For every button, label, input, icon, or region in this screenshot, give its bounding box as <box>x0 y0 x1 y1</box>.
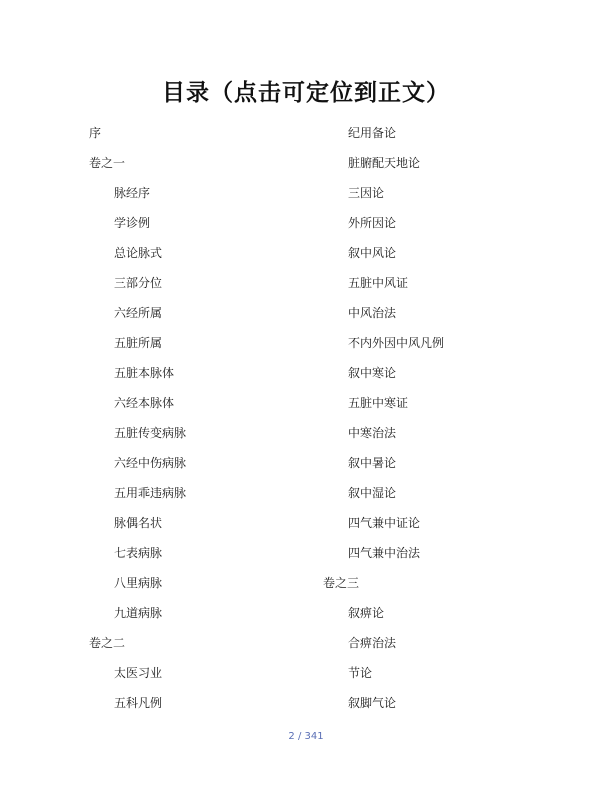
toc-chapter-link[interactable]: 五科凡例 <box>114 696 163 710</box>
toc-section-link[interactable]: 卷之三 <box>323 576 360 590</box>
toc-left-column <box>88 118 328 718</box>
toc-chapter-link[interactable]: 六经所属 <box>114 306 163 320</box>
toc-chapter-link[interactable]: 总论脉式 <box>114 246 163 260</box>
toc-chapter-link[interactable]: 六经中伤病脉 <box>114 456 187 470</box>
toc-chapter-link[interactable]: 脉经序 <box>114 186 151 200</box>
toc-chapter-link[interactable]: 八里病脉 <box>114 576 163 590</box>
toc-chapter-link[interactable]: 叙中寒论 <box>348 366 397 380</box>
toc-chapter-link[interactable]: 五用乖违病脉 <box>114 486 187 500</box>
toc-chapter-link[interactable]: 叙脚气论 <box>348 696 397 710</box>
toc-chapter-link[interactable]: 外所因论 <box>348 216 397 230</box>
page-number: 2 / 341 <box>288 731 324 742</box>
toc-chapter-link[interactable]: 中风治法 <box>348 306 397 320</box>
toc-chapter-link[interactable]: 四气兼中治法 <box>348 546 421 560</box>
toc-chapter-link[interactable]: 五脏本脉体 <box>114 366 175 380</box>
toc-chapter-link[interactable]: 三部分位 <box>114 276 163 290</box>
toc-chapter-link[interactable]: 七表病脉 <box>114 546 163 560</box>
toc-chapter-link[interactable]: 叙痹论 <box>348 606 385 620</box>
toc-chapter-link[interactable]: 四气兼中证论 <box>348 516 421 530</box>
toc-chapter-link[interactable]: 五脏传变病脉 <box>114 426 187 440</box>
toc-chapter-link[interactable]: 五脏所属 <box>114 336 163 350</box>
toc-chapter-link[interactable]: 五脏中风证 <box>348 276 409 290</box>
page-title: 目录（点击可定位到正文） <box>162 80 450 106</box>
toc-chapter-link[interactable]: 叙中风论 <box>348 246 397 260</box>
toc-chapter-link[interactable]: 脏腑配天地论 <box>348 156 421 170</box>
toc-chapter-link[interactable]: 节论 <box>348 666 373 680</box>
toc-chapter-link[interactable]: 合痹治法 <box>348 636 397 650</box>
toc-chapter-link[interactable]: 叙中暑论 <box>348 456 397 470</box>
toc-chapter-link[interactable]: 不内外因中风凡例 <box>348 336 445 350</box>
toc-section-link[interactable]: 卷之一 <box>89 156 126 170</box>
toc-section-link[interactable]: 卷之二 <box>89 636 126 650</box>
toc-chapter-link[interactable]: 学诊例 <box>114 216 151 230</box>
toc-chapter-link[interactable]: 三因论 <box>348 186 385 200</box>
toc-section-link[interactable]: 序 <box>89 126 102 140</box>
toc-chapter-link[interactable]: 九道病脉 <box>114 606 163 620</box>
toc-chapter-link[interactable]: 太医习业 <box>114 666 163 680</box>
toc-chapter-link[interactable]: 中寒治法 <box>348 426 397 440</box>
toc-chapter-link[interactable]: 六经本脉体 <box>114 396 175 410</box>
toc-chapter-link[interactable]: 叙中湿论 <box>348 486 397 500</box>
toc-chapter-link[interactable]: 五脏中寒证 <box>348 396 409 410</box>
toc-chapter-link[interactable]: 纪用备论 <box>348 126 397 140</box>
toc-chapter-link[interactable]: 脉偶名状 <box>114 516 163 530</box>
toc-right-column <box>322 118 562 718</box>
